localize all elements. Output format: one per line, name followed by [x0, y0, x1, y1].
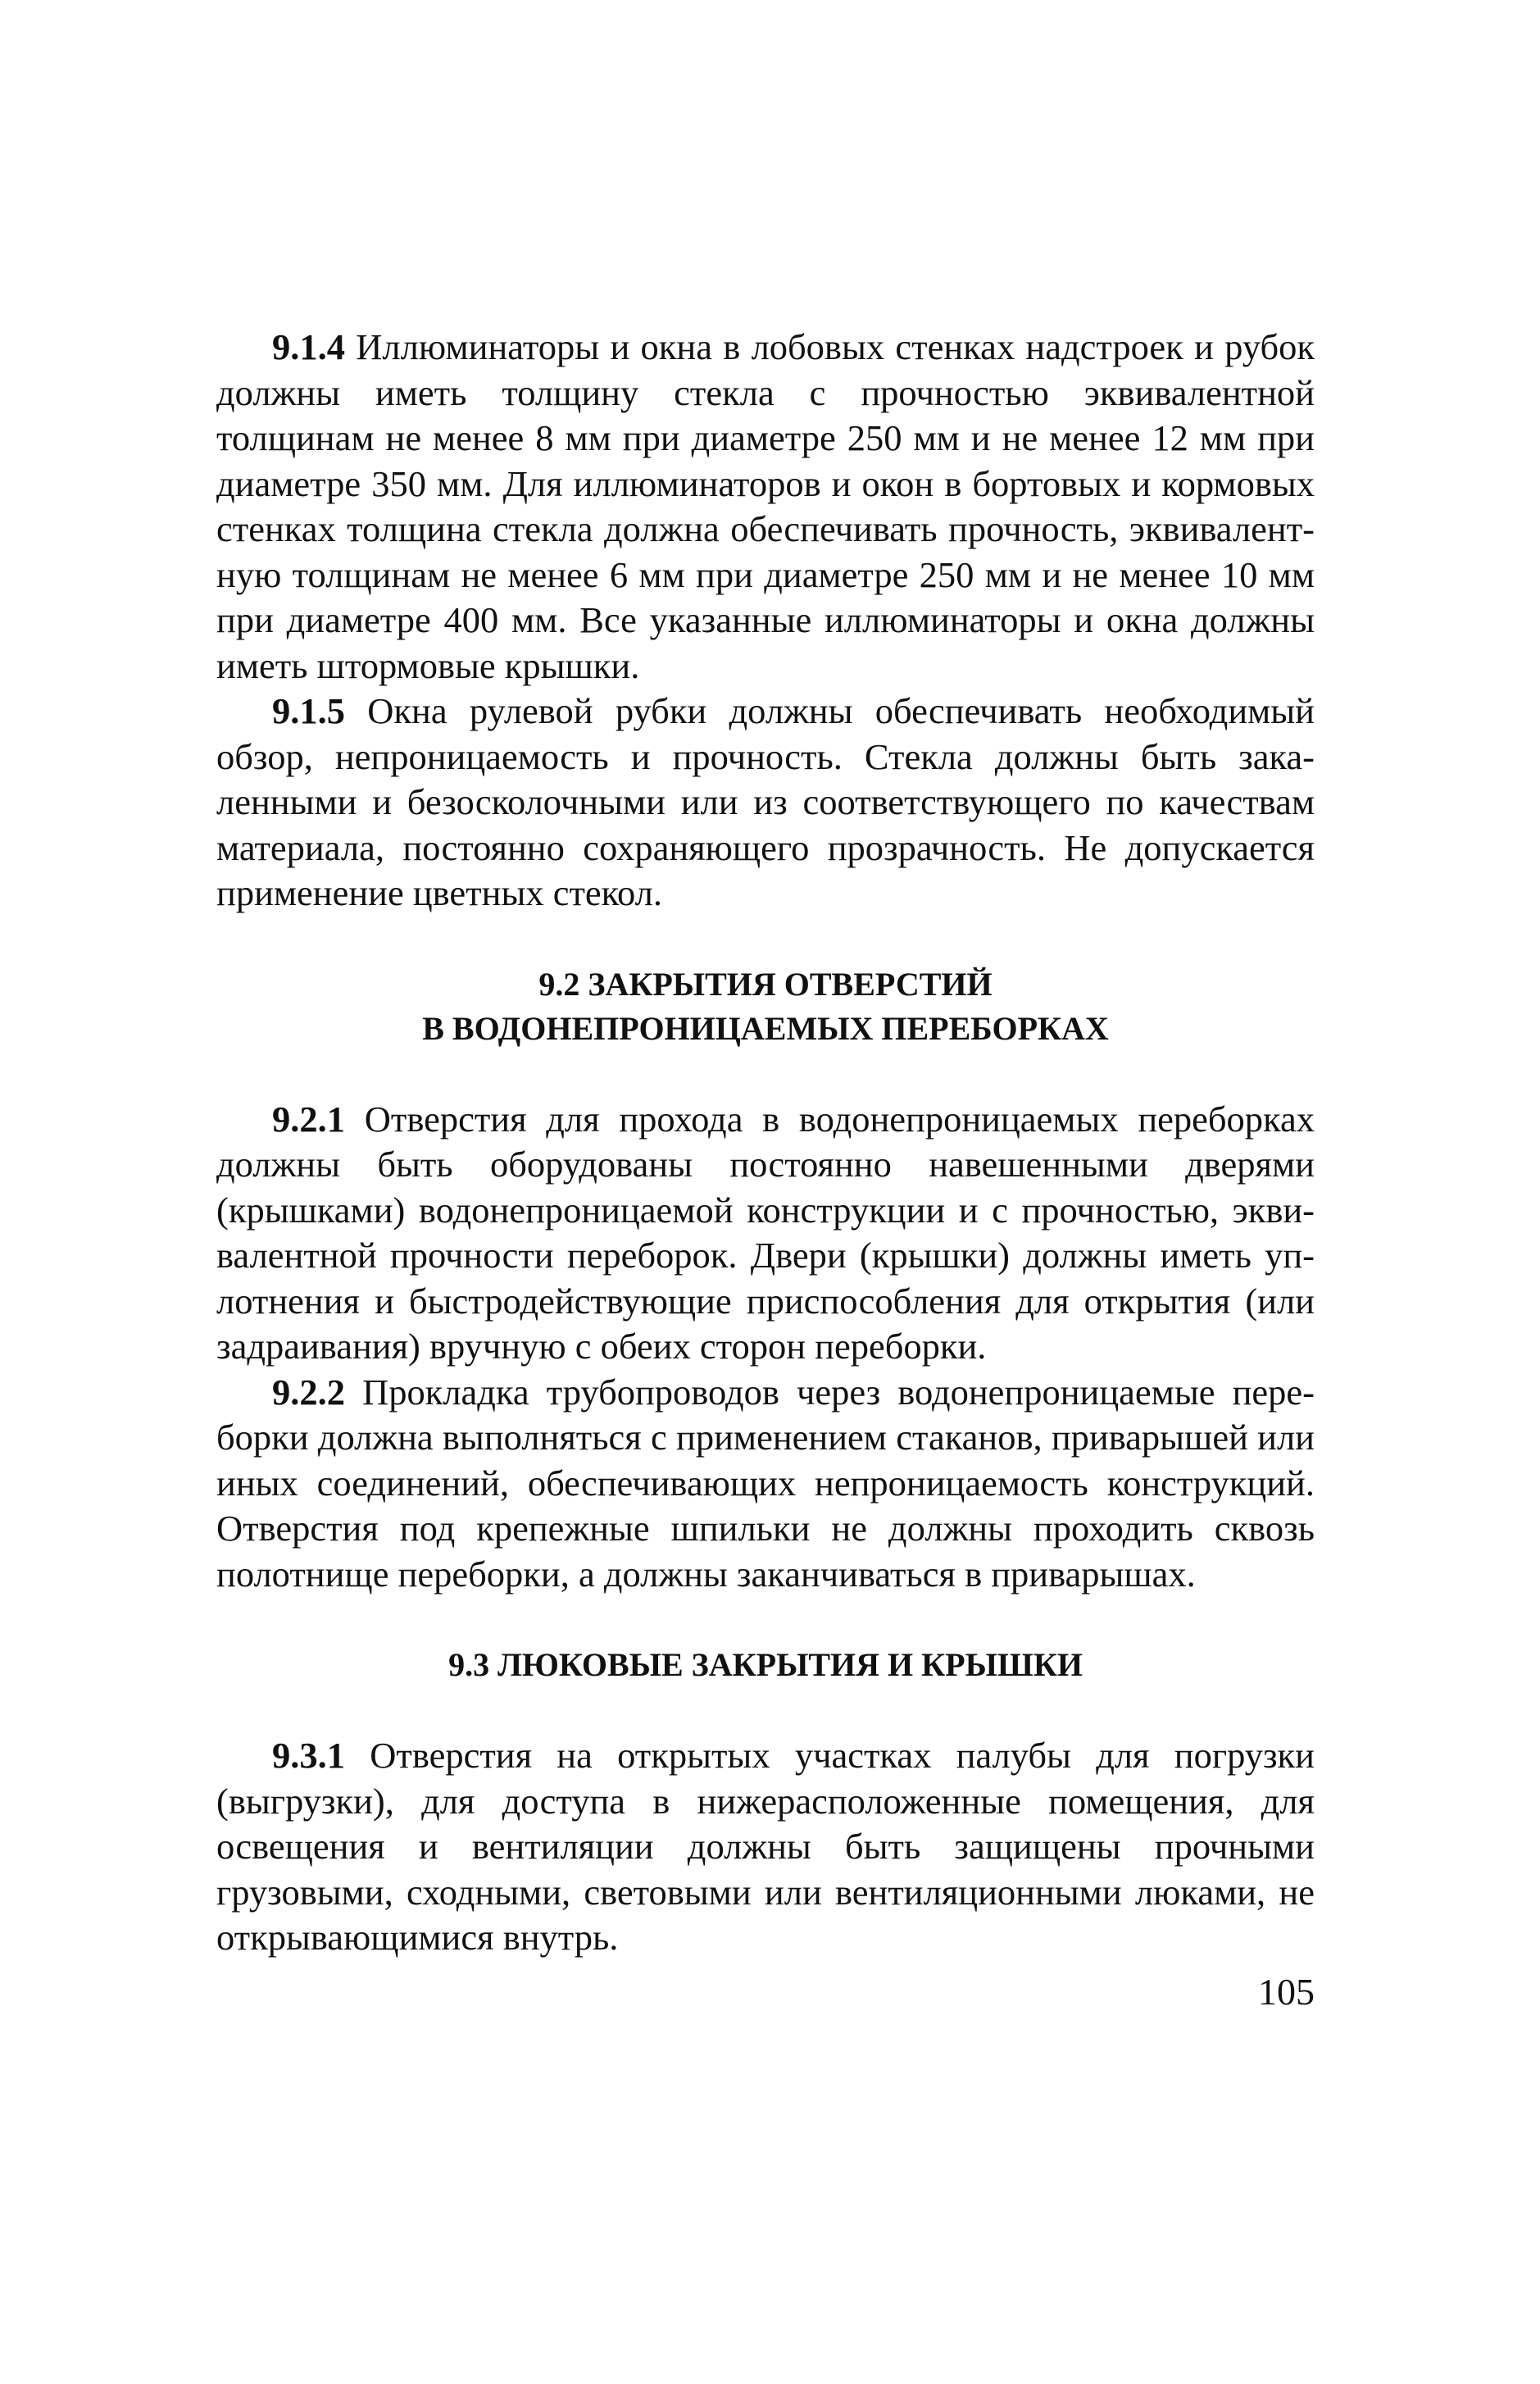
- paragraph-9-1-5: [216, 689, 1315, 917]
- clause-text: Окна рулевой рубки должны обеспечивать необходимый обзор, непроницаемость и прочность. Стекла должны быть закаленными и безосколочными или из соответствующего по качествам материала, постоянно сохраняющего прозрачность. Не допускается применение цветных стекол.: [216, 690, 1315, 913]
- clause-text: Прокладка трубопроводов через водонепроницаемые переборки должна выполняться с применением стаканов, приварышей или иных соединений, обеспечивающих непроницаемость конструкций. Отверстия под крепежные шпильки не должны проходить сквозь полотнище переборки, а должны заканчиваться в приварышах.: [216, 1371, 1315, 1595]
- section-heading-9-2: [216, 962, 1315, 1051]
- section-heading-9-3: [216, 1643, 1315, 1687]
- heading-line: В ВОДОНЕПРОНИЦАЕМЫХ ПЕРЕБОРКАХ: [422, 1009, 1109, 1047]
- heading-line: 9.2 ЗАКРЫТИЯ ОТВЕРСТИЙ: [538, 965, 993, 1003]
- paragraph-9-3-1: [216, 1733, 1315, 1961]
- paragraph-9-2-2: [216, 1370, 1315, 1598]
- paragraph-9-2-1: [216, 1097, 1315, 1370]
- clause-number: 9.2.2: [272, 1371, 345, 1413]
- clause-text: Отверстия на открытых участках палубы для погрузки (выгрузки), для доступа в нижерасположенные помещения, для освещения и вентиляции должны быть защищены прочными грузовыми, сходными, световыми или вентиляционными люками, не открывающимися внутрь.: [216, 1735, 1315, 1958]
- page-number: 105: [1258, 1971, 1315, 2013]
- paragraph-9-1-4: [216, 325, 1315, 689]
- clause-number: 9.3.1: [272, 1735, 345, 1776]
- heading-line: 9.3 ЛЮКОВЫЕ ЗАКРЫТИЯ И КРЫШКИ: [448, 1646, 1083, 1683]
- page-body: [216, 325, 1315, 1961]
- clause-number: 9.2.1: [272, 1098, 345, 1140]
- clause-text: Иллюминаторы и окна в лобовых стенках надстроек и рубок должны иметь толщину стекла с прочностью эквивалентной толщинам не менее 8 мм при диаметре 250 мм и не менее 12 мм при диаметре 350 мм. Для иллюминаторов и окон в бортовых и кормовых стенках толщина стекла должна обеспечивать прочность, эквивалентную толщинам не менее 6 мм при диаметре 250 мм и не менее 10 мм при диаметре 400 мм. Все указанные иллюминаторы и окна должны иметь штормовые крышки.: [216, 326, 1315, 686]
- clause-text: Отверстия для прохода в водонепроницаемых переборках должны быть оборудованы постоянно навешенными дверями (крышками) водонепроницаемой конструкции и с прочностью, эквивалентной прочности переборок. Двери (крышки) должны иметь уплотнения и быстродействующие приспособления для открытия (или задраивания) вручную с обеих сторон переборки.: [216, 1098, 1315, 1367]
- clause-number: 9.1.5: [272, 690, 345, 731]
- clause-number: 9.1.4: [272, 326, 345, 367]
